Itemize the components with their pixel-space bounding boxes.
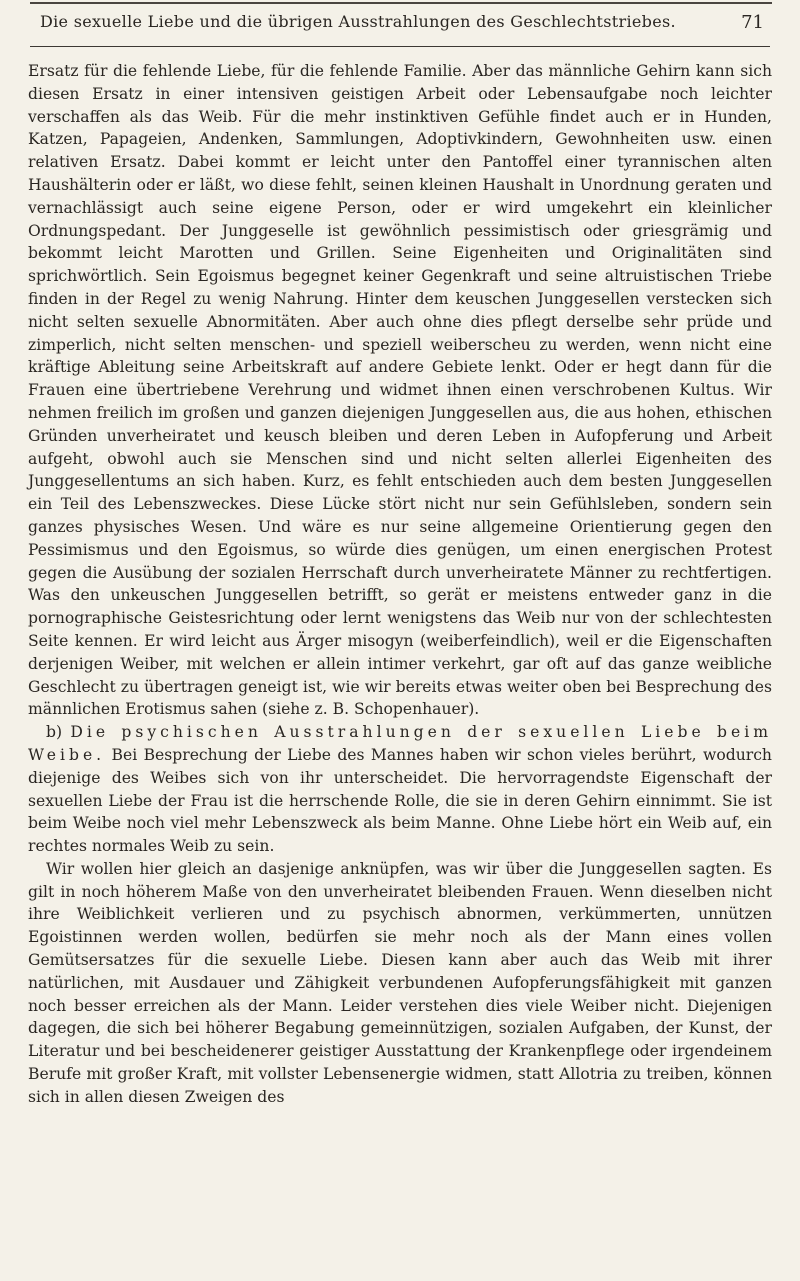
paragraph-section-b bbox=[28, 721, 772, 858]
section-heading: Die psychischen Ausstrahlungen der sexuellen Liebe beim Weibe. bbox=[28, 723, 772, 764]
paragraph-junggeselle: Ersatz für die fehlende Liebe, für die fehlende Familie. Aber das männliche Gehirn kann sich diesen Ersatz in einer intensiven geistigen Arbeit oder Lebensaufgabe noch leichter verschaffen als das Weib. Für die mehr instinktiven Gefühle findet auch er in Hunden, Katzen, Papageien, Andenken, Sammlungen, Adoptivkindern, Gewohnheiten usw. einen relativen Ersatz. Dabei kommt er leicht unter den Pantoffel einer tyrannischen alten Haushälterin oder er läßt, wo diese fehlt, seinen kleinen Haushalt in Unordnung geraten und vernachlässigt auch seine eigene Person, oder er wird umgekehrt ein kleinlicher Ordnungspedant. Der Junggeselle ist gewöhnlich pessimistisch oder griesgrämig und bekommt leicht Marotten und Grillen. Seine Eigenheiten und Originalitäten sind sprichwörtlich. Sein Egoismus begegnet keiner Gegenkraft und seine altruistischen Triebe finden in der Regel zu wenig Nahrung. Hinter dem keuschen Junggesellen verstecken sich nicht selten sexuelle Abnormitäten. Aber auch ohne dies pflegt derselbe sehr prüde und zimperlich, nicht selten menschen- und speziell weiberscheu zu werden, wenn nicht eine kräftige Ableitung seine Arbeitskraft auf andere Gebiete lenkt. Oder er hegt dann für die Frauen eine übertriebene Verehrung und widmet ihnen einen verschrobenen Kultus. Wir nehmen freilich im großen und ganzen diejenigen Junggesellen aus, die aus hohen, ethischen Gründen unverheiratet und keusch bleiben und deren Leben in Aufopferung und Arbeit aufgeht, obwohl auch sie Menschen sind und nicht selten allerlei Eigenheiten des Junggesellentums an sich haben. Kurz, es fehlt entschieden auch dem besten Junggesellen ein Teil des Lebenszweckes. Diese Lücke stört nicht nur sein Gefühlsleben, sondern sein ganzes physisches Wesen. Und wäre es nur seine allgemeine Orientierung gegen den Pessimismus und den Egoismus, so würde dies genügen, um einen energischen Protest gegen die Ausübung der sozialen Herrschaft durch unverheiratete Männer zu rechtfertigen. Was den unkeuschen Junggesellen betrifft, so gerät er meistens entweder ganz in die pornographische Geistesrichtung oder lernt wenigstens das Weib nur von der schlechtesten Seite kennen. Er wird leicht aus Ärger misogyn (weiberfeindlich), weil er die Eigenschaften derjenigen Weiber, mit welchen er allein intimer verkehrt, gar oft auf das ganze weibliche Geschlecht zu übertragen geneigt ist, wie wir bereits etwas weiter oben bei Besprechung des männlichen Erotismus sahen (siehe z. B. Schopenhauer). bbox=[28, 62, 772, 719]
section-b-text: Bei Besprechung der Liebe des Mannes haben wir schon vieles berührt, wodurch diejenige des Weibes sich von ihr unterscheidet. Die hervorragendste Eigenschaft der sexuellen Liebe der Frau ist die herrschende Rolle, die sie in deren Gehirn einnimmt. Sie ist beim Weibe noch viel mehr Lebenszweck als beim Manne. Ohne Liebe hört ein Weib auf, ein rechtes normales Weib zu sein. bbox=[28, 745, 772, 856]
section-label: b) bbox=[46, 723, 63, 742]
page-header bbox=[30, 10, 770, 47]
running-title: Die sexuelle Liebe und die übrigen Ausstrahlungen des Geschlechtstriebes. bbox=[40, 12, 676, 31]
page-number: 71 bbox=[741, 12, 764, 33]
top-rule bbox=[30, 2, 772, 4]
body-text bbox=[28, 60, 772, 1109]
paragraph-frauen: Wir wollen hier gleich an dasjenige anknüpfen, was wir über die Junggesellen sagten. Es gilt in noch höherem Maße von den unverheiratet bleibenden Frauen. Wenn dieselben nicht ihre Weiblichkeit verlieren und zu psychisch abnormen, verkümmerten, unnützen Egoistinnen werden wollen, bedürfen sie mehr noch als der Mann eines vollen Gemütsersatzes für die sexuelle Liebe. Diesen kann aber auch das Weib mit ihrer natürlichen, mit Ausdauer und Zähigkeit verbundenen Aufopferungsfähigkeit mit ganzen noch besser erreichen als der Mann. Leider verstehen dies viele Weiber nicht. Diejenigen dagegen, die sich bei höherer Begabung gemeinnützigen, sozialen Aufgaben, der Kunst, der Literatur und bei bescheidenerer geistiger Ausstattung der Krankenpflege oder irgendeinem Berufe mit großer Kraft, mit vollster Lebensenergie widmen, statt Allotria zu treiben, können sich in allen diesen Zweigen des bbox=[28, 859, 772, 1106]
